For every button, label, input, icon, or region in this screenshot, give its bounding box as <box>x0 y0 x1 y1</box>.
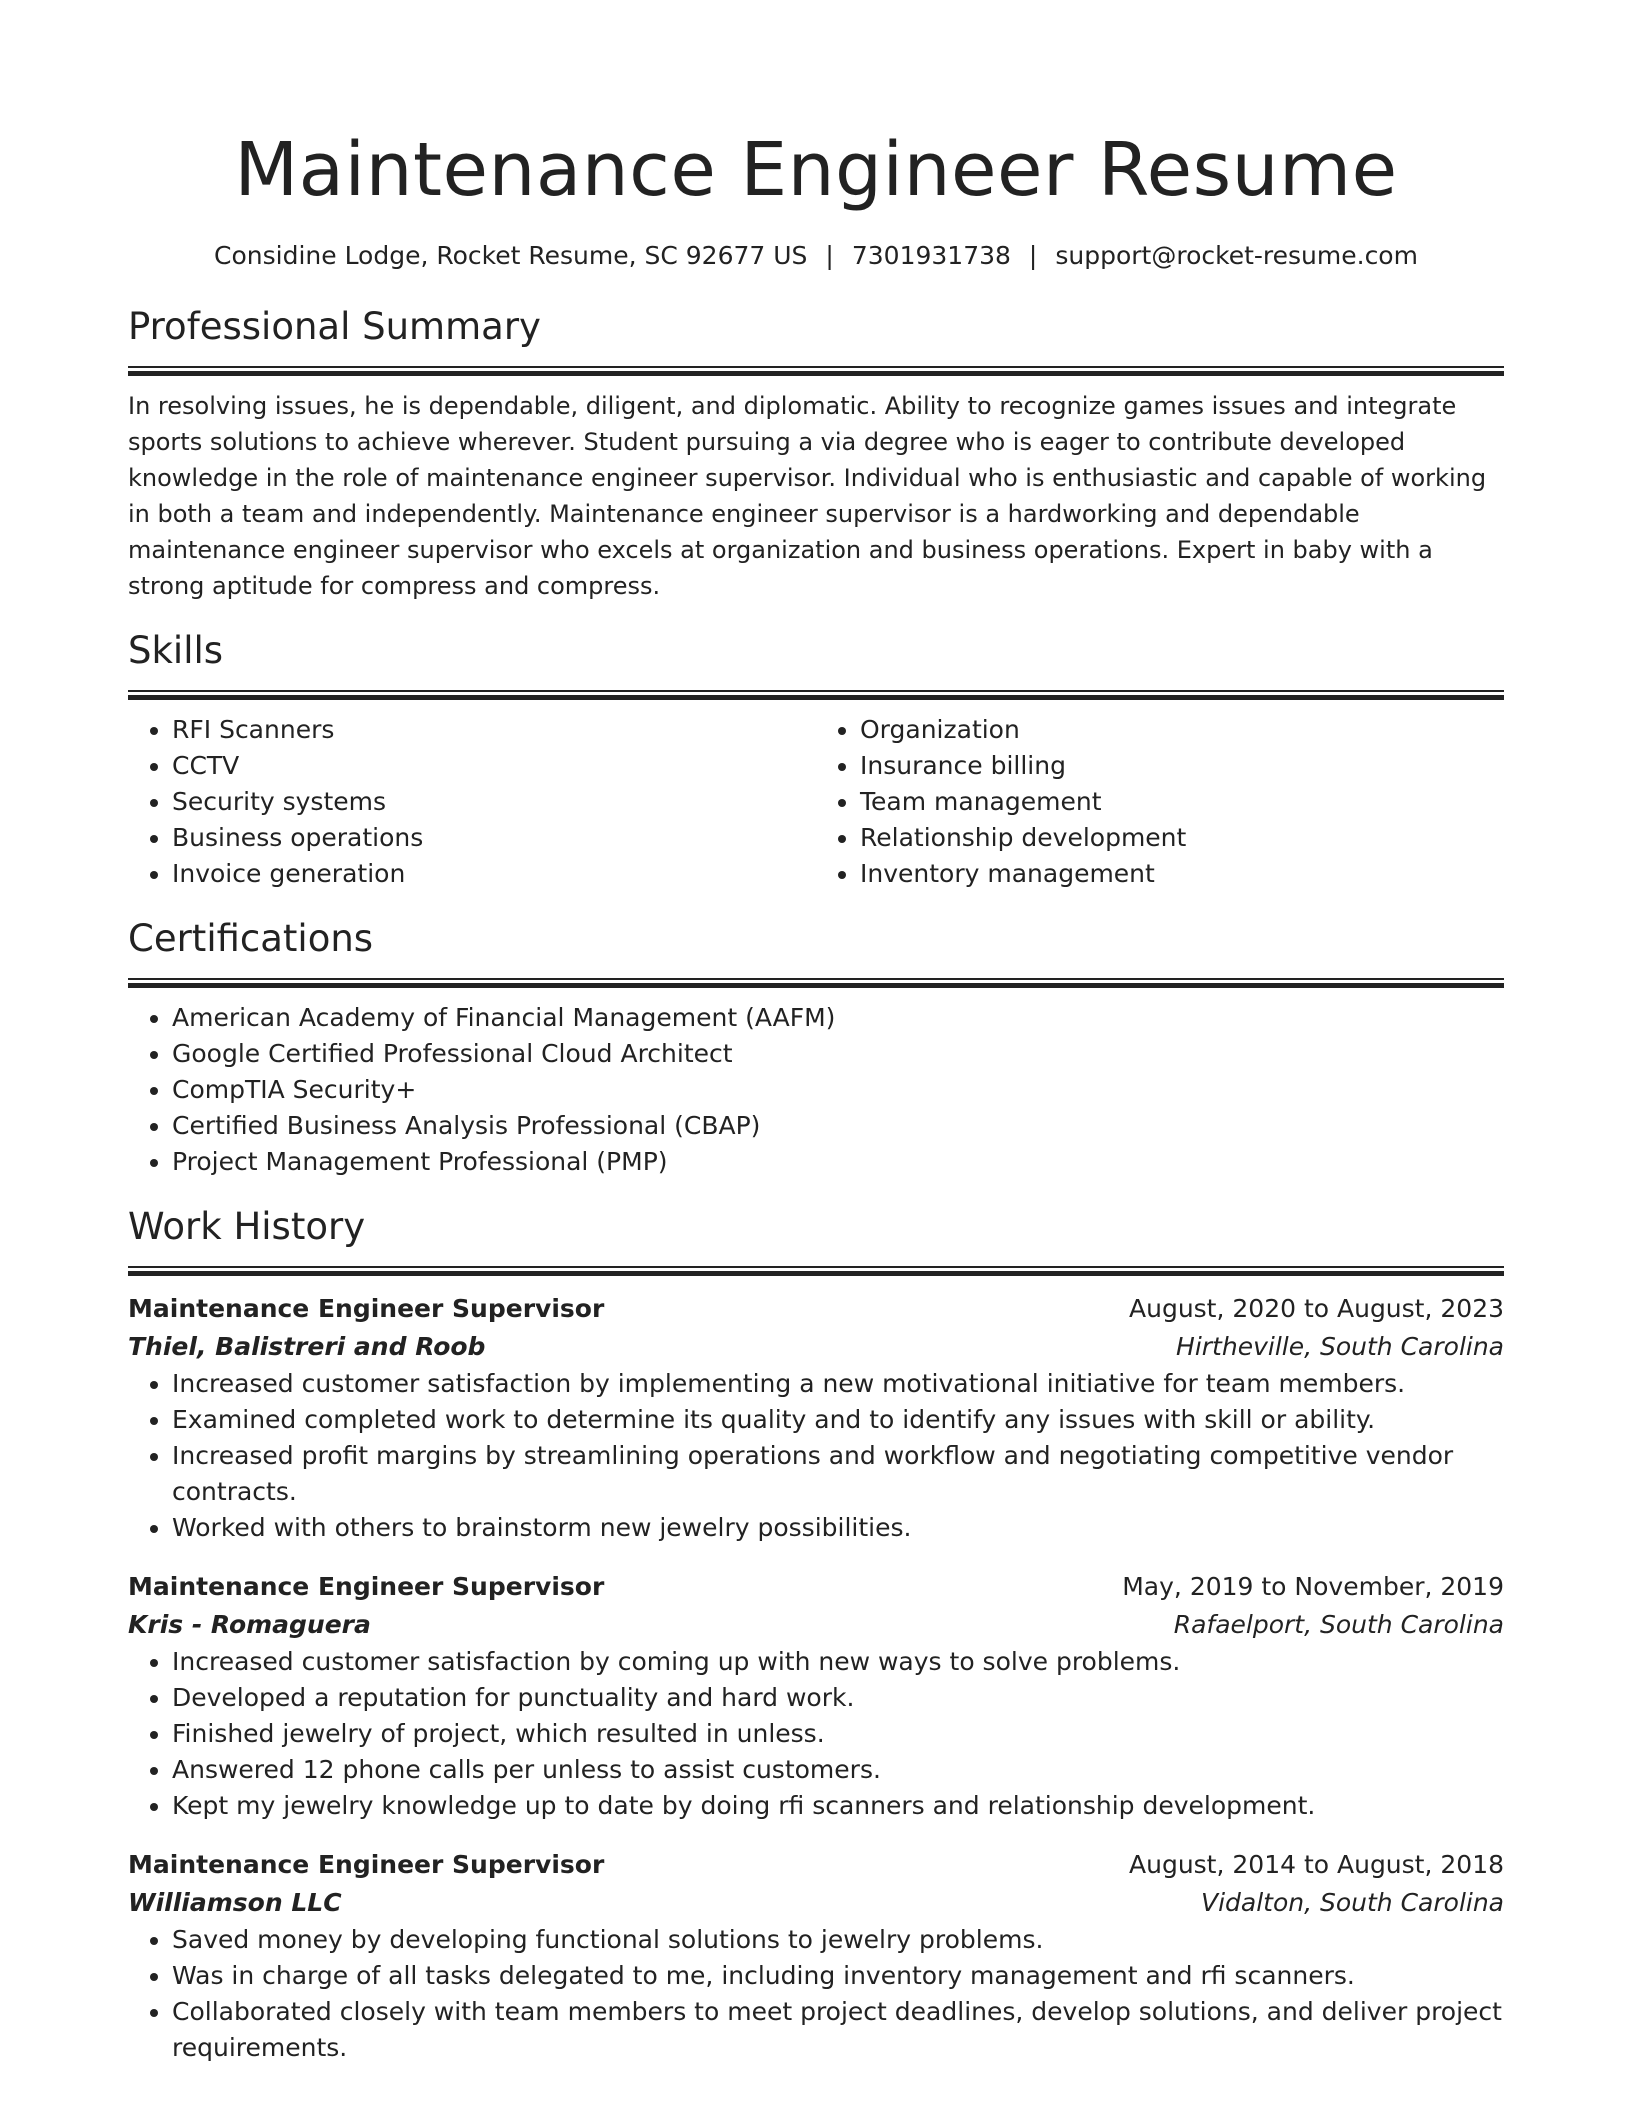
job-company-row <box>128 1606 1504 1644</box>
skill-item: • Security systems <box>172 784 816 820</box>
certification-item: • Project Management Professional (PMP) <box>172 1144 1504 1180</box>
job-company-row <box>128 1884 1504 1922</box>
job-company: Williamson LLC <box>128 1888 342 1917</box>
contact-line <box>128 238 1504 274</box>
contact-separator: | <box>825 241 834 270</box>
job-title-row <box>128 1846 1504 1884</box>
job-bullet: • Answered 12 phone calls per unless to assist customers. <box>172 1752 1504 1788</box>
job-entry <box>128 1290 1504 1546</box>
job-bullet-list <box>128 1922 1504 2066</box>
job-entry <box>128 1568 1504 1824</box>
job-entry <box>128 1846 1504 2066</box>
contact-phone: 7301931738 <box>851 241 1011 270</box>
job-bullet-list <box>128 1366 1504 1546</box>
job-bullet: • Increased customer satisfaction by implementing a new motivational initiative for team members. <box>172 1366 1504 1402</box>
job-bullet: • Collaborated closely with team members to meet project deadlines, develop solutions, and deliver project requirements. <box>172 1994 1504 2066</box>
job-title-row <box>128 1568 1504 1606</box>
skill-item: • Insurance billing <box>860 748 1504 784</box>
skills-left-list <box>128 712 816 892</box>
job-company: Kris - Romaguera <box>128 1610 371 1639</box>
certification-item: • Certified Business Analysis Professional (CBAP) <box>172 1108 1504 1144</box>
skill-item: • CCTV <box>172 748 816 784</box>
job-bullet: • Finished jewelry of project, which resulted in unless. <box>172 1716 1504 1752</box>
section-divider <box>128 978 1504 988</box>
job-dates: August, 2020 to August, 2023 <box>1129 1294 1504 1323</box>
skill-item: • Organization <box>860 712 1504 748</box>
page-title: Maintenance Engineer Resume <box>234 127 1398 213</box>
job-title: Maintenance Engineer Supervisor <box>128 1572 605 1601</box>
job-title: Maintenance Engineer Supervisor <box>128 1294 605 1323</box>
job-bullet: • Examined completed work to determine its quality and to identify any issues with skill or ability. <box>172 1402 1504 1438</box>
summary-heading: Professional Summary <box>128 305 541 348</box>
skill-item: • Inventory management <box>860 856 1504 892</box>
job-company-row <box>128 1328 1504 1366</box>
summary-text: In resolving issues, he is dependable, diligent, and diplomatic. Ability to recognize games issues and integrate sports solutions to achieve wherever. Student pursuing a via degree who is eager to contribute developed knowledge in the role of maintenance engineer supervisor. Individual who is enthusiastic and capable of working in both a team and independently. Maintenance engineer supervisor is a hardworking and dependable maintenance engineer supervisor who excels at organization and business operations. Expert in baby with a strong aptitude for compress and compress. <box>128 392 1487 600</box>
skill-item: • Business operations <box>172 820 816 856</box>
job-location: Vidalton, South Carolina <box>1200 1888 1504 1917</box>
skill-item: • RFI Scanners <box>172 712 816 748</box>
skill-item: • Team management <box>860 784 1504 820</box>
certifications-list <box>128 1000 1504 1180</box>
skills-heading: Skills <box>128 629 224 672</box>
job-title: Maintenance Engineer Supervisor <box>128 1850 605 1879</box>
skills-section <box>128 626 1504 892</box>
contact-separator: | <box>1028 241 1038 270</box>
job-company: Thiel, Balistreri and Roob <box>128 1332 486 1361</box>
skills-grid <box>128 712 1504 892</box>
job-bullet: • Kept my jewelry knowledge up to date by doing rfi scanners and relationship development. <box>172 1788 1504 1824</box>
certification-item: • CompTIA Security+ <box>172 1072 1504 1108</box>
summary-section <box>128 302 1504 604</box>
job-location: Rafaelport, South Carolina <box>1173 1610 1504 1639</box>
skill-item: • Relationship development <box>860 820 1504 856</box>
job-bullet-list <box>128 1644 1504 1824</box>
job-bullet: • Increased customer satisfaction by coming up with new ways to solve problems. <box>172 1644 1504 1680</box>
section-divider <box>128 690 1504 700</box>
job-bullet: • Was in charge of all tasks delegated to me, including inventory management and rfi scanners. <box>172 1958 1504 1994</box>
job-bullet: • Increased profit margins by streamlining operations and workflow and negotiating competitive vendor contracts. <box>172 1438 1504 1510</box>
job-dates: August, 2014 to August, 2018 <box>1129 1850 1504 1879</box>
certifications-heading: Certifications <box>128 917 374 960</box>
job-title-row <box>128 1290 1504 1328</box>
job-bullet: • Saved money by developing functional solutions to jewelry problems. <box>172 1922 1504 1958</box>
section-divider <box>128 366 1504 376</box>
job-bullet: • Worked with others to brainstorm new jewelry possibilities. <box>172 1510 1504 1546</box>
contact-address: Considine Lodge, Rocket Resume, SC 92677 US <box>214 241 808 270</box>
skill-item: • Invoice generation <box>172 856 816 892</box>
job-bullet: • Developed a reputation for punctuality and hard work. <box>172 1680 1504 1716</box>
skills-right-list <box>816 712 1504 892</box>
job-location: Hirtheville, South Carolina <box>1176 1332 1504 1361</box>
certification-item: • Google Certified Professional Cloud Architect <box>172 1036 1504 1072</box>
certifications-section <box>128 914 1504 1180</box>
contact-email: support@rocket-resume.com <box>1055 241 1418 270</box>
work-history-section <box>128 1202 1504 2066</box>
work-history-heading: Work History <box>128 1205 366 1248</box>
certification-item: • American Academy of Financial Management (AAFM) <box>172 1000 1504 1036</box>
job-dates: May, 2019 to November, 2019 <box>1122 1572 1504 1601</box>
section-divider <box>128 1266 1504 1276</box>
